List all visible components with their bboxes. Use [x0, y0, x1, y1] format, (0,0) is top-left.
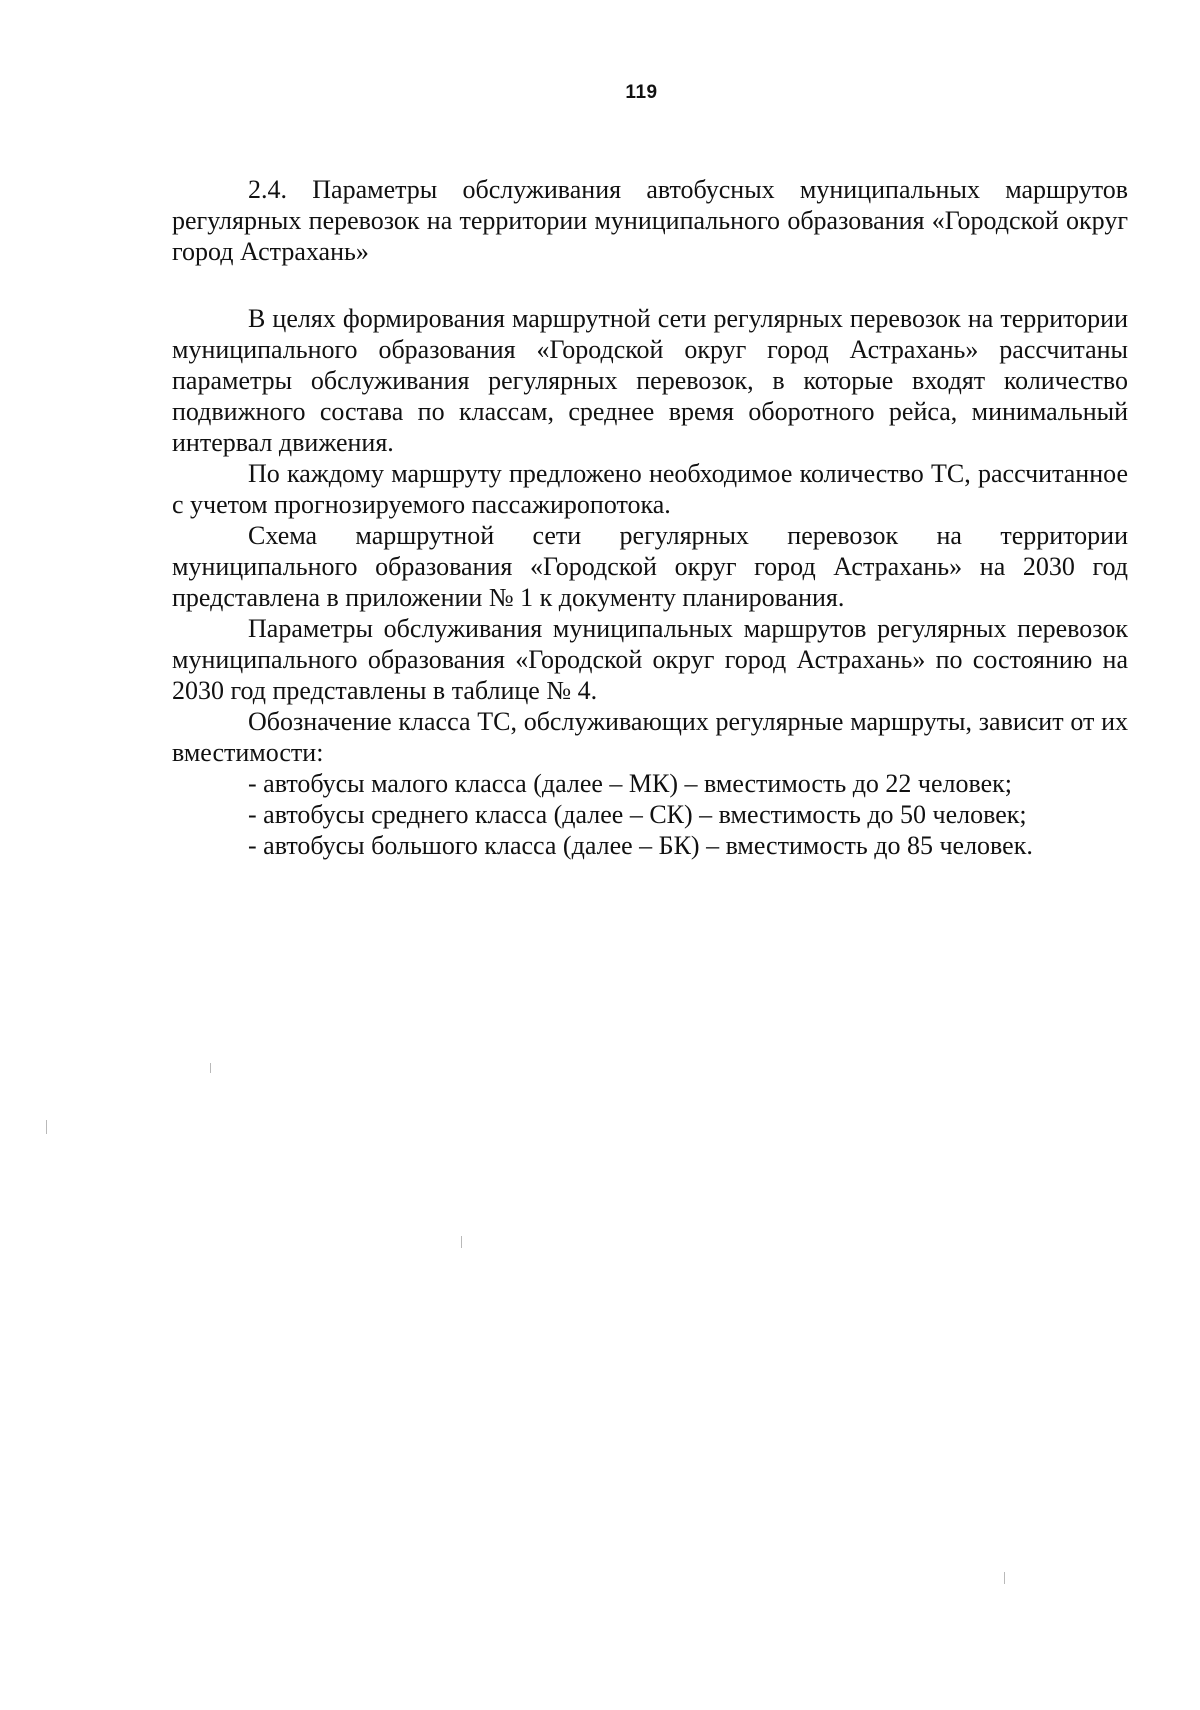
scan-artifact [210, 1063, 211, 1073]
scan-artifact [46, 1120, 47, 1134]
list-item-small-class: - автобусы малого класса (далее – МК) – вместимость до 22 человек; [248, 769, 1013, 798]
list-item-large-class: - автобусы большого класса (далее – БК) – вместимость до 85 человек. [248, 831, 1033, 860]
scan-artifact [461, 1236, 462, 1248]
document-body [172, 303, 1128, 861]
paragraph-parameters-table: Параметры обслуживания муниципальных маршрутов регулярных перевозок муниципального образования «Городской округ город Астрахань» по состоянию на 2030 год представлены в таблице № 4. [172, 614, 1128, 705]
scan-artifact [1004, 1572, 1005, 1584]
paragraph-class-designation: Обозначение класса ТС, обслуживающих регулярные маршруты, зависит от их вместимости: [172, 707, 1128, 767]
bus-class-list [172, 768, 1128, 861]
page-number: 119 [625, 82, 658, 103]
paragraph-network-scheme: Схема маршрутной сети регулярных перевозок на территории муниципального образования «Городской округ город Астрахань» на 2030 год представлена в приложении № 1 к документу планирования. [172, 521, 1128, 612]
list-item-medium-class: - автобусы среднего класса (далее – СК) – вместимость до 50 человек; [248, 800, 1027, 829]
paragraph-purpose: В целях формирования маршрутной сети регулярных перевозок на территории муниципального образования «Городской округ город Астрахань» рассчитаны параметры обслуживания регулярных перевозок, в которые входят количество подвижного состава по классам, среднее время оборотного рейса, минимальный интервал движения. [172, 304, 1128, 457]
paragraph-vehicle-count: По каждому маршруту предложено необходимое количество ТС, рассчитанное с учетом прогнозируемого пассажиропотока. [172, 459, 1128, 519]
section-heading: 2.4. Параметры обслуживания автобусных муниципальных маршрутов регулярных перевозок на территории муниципального образования «Городской округ город Астрахань» [172, 175, 1128, 266]
